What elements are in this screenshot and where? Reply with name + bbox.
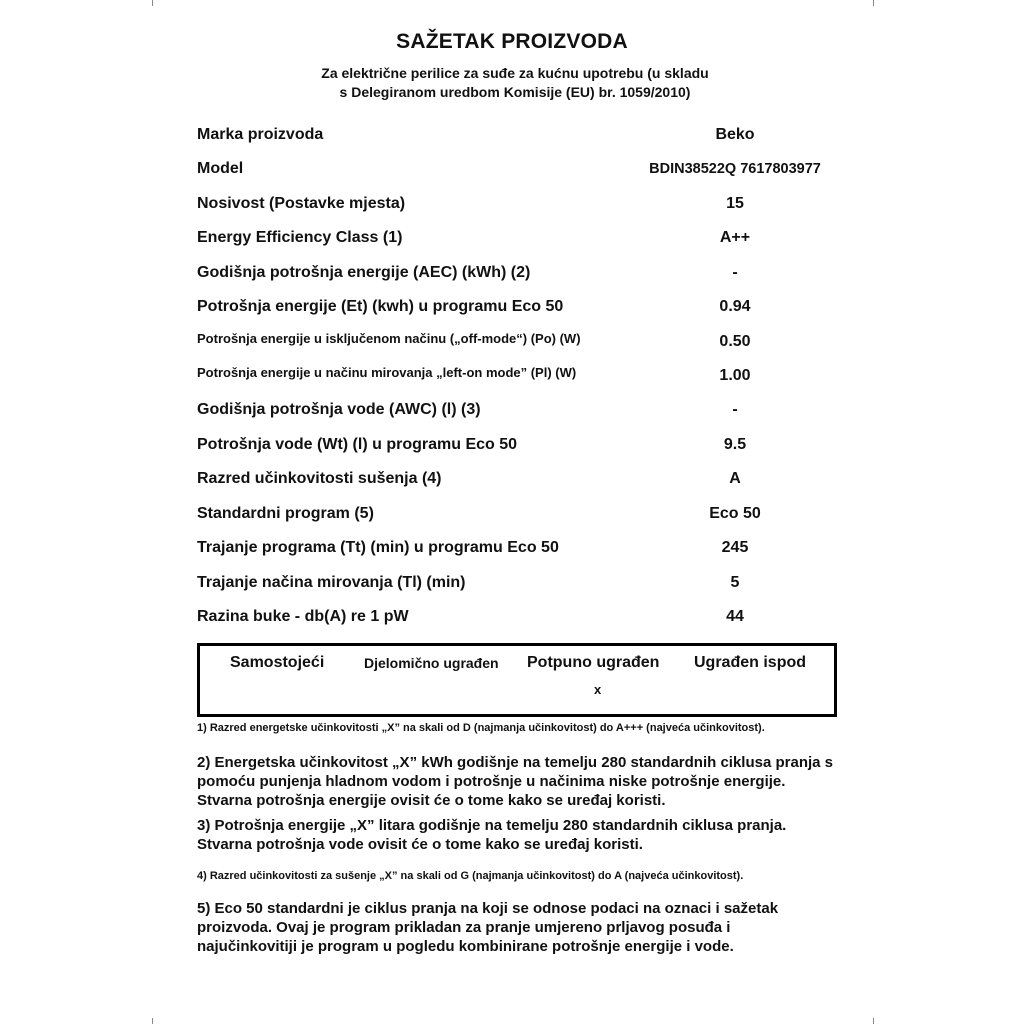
installation-option-freestanding: Samostojeći	[230, 654, 325, 671]
spec-value: 15	[726, 195, 744, 212]
selected-installation-mark: x	[594, 682, 602, 697]
footnote-4: 4) Razred učinkovitosti za sušenje „X” na skali od G (najmanja učinkovitost) do A (najveća učinkovitost).	[197, 870, 744, 882]
spec-value: Beko	[715, 126, 755, 143]
spec-value: 1.00	[719, 367, 751, 384]
spec-label: Razina buke - db(A) re 1 pW	[197, 608, 409, 625]
spec-row	[0, 365, 1024, 393]
spec-value: 5	[730, 574, 740, 591]
spec-value: A	[729, 470, 741, 487]
footnote-2: 2) Energetska učinkovitost „X” kWh godišnje na temelju 280 standardnih ciklusa pranja s pomoću punjenja hladnom vodom i potrošnje u načinima niske potrošnje energije. Stvarna potrošnja energije ovisit će o tome kako se uređaj koristi.	[197, 754, 834, 809]
crop-mark	[152, 1018, 153, 1024]
spec-value: 0.50	[719, 333, 751, 350]
crop-mark	[873, 1018, 874, 1024]
footnote-5: 5) Eco 50 standardni je ciklus pranja na koji se odnose podaci na oznaci i sažetak proizvoda. Ovaj je program prikladan za pranje umjereno prljavog posuđa i najučinkovitiji je program u pogledu kombinirane potrošnje energije i vode.	[197, 900, 779, 955]
spec-row	[0, 606, 1024, 634]
document-subtitle	[0, 64, 1024, 102]
footnote-1: 1) Razred energetske učinkovitosti „X” na skali od D (najmanja učinkovitost) do A+++ (najveća učinkovitost).	[197, 722, 765, 734]
spec-row	[0, 468, 1024, 496]
spec-row	[0, 399, 1024, 427]
crop-mark	[873, 0, 874, 6]
spec-row	[0, 124, 1024, 152]
spec-row	[0, 158, 1024, 186]
spec-label: Godišnja potrošnja vode (AWC) (l) (3)	[197, 401, 481, 418]
spec-row	[0, 503, 1024, 531]
subtitle-line: Za električne perilice za suđe za kućnu upotrebu (u skladu	[321, 65, 709, 81]
spec-label: Potrošnja energije (Et) (kwh) u programu Eco 50	[197, 298, 564, 315]
spec-value: BDIN38522Q 7617803977	[649, 161, 821, 177]
spec-row	[0, 331, 1024, 359]
spec-label: Potrošnja energije u isključenom načinu („off-mode“) (Po) (W)	[197, 331, 581, 346]
spec-value: Eco 50	[709, 505, 761, 522]
spec-label: Nosivost (Postavke mjesta)	[197, 195, 406, 212]
installation-option-built-under: Ugrađen ispod	[694, 654, 807, 671]
installation-option-fully-integrated: Potpuno ugrađen	[527, 654, 660, 671]
spec-value: 245	[721, 539, 749, 556]
spec-label: Trajanje programa (Tt) (min) u programu Eco 50	[197, 539, 559, 556]
document-title: SAŽETAK PROIZVODA	[396, 30, 628, 53]
footnote-3: 3) Potrošnja energije „X” litara godišnje na temelju 280 standardnih ciklusa pranja. Stvarna potrošnja vode ovisit će o tome kako se uređaj koristi.	[197, 817, 787, 853]
spec-value: A++	[719, 229, 751, 246]
spec-value: 44	[726, 608, 744, 625]
spec-label: Standardni program (5)	[197, 505, 374, 522]
spec-value: 9.5	[723, 436, 747, 453]
spec-row	[0, 296, 1024, 324]
spec-label: Marka proizvoda	[197, 126, 324, 143]
installation-option-semi-integrated: Djelomično ugrađen	[364, 655, 499, 671]
spec-row	[0, 262, 1024, 290]
spec-value: -	[732, 264, 738, 281]
spec-label: Godišnja potrošnja energije (AEC) (kWh) (2)	[197, 264, 531, 281]
spec-label: Model	[197, 160, 244, 177]
spec-value: 0.94	[719, 298, 751, 315]
spec-label: Potrošnja vode (Wt) (l) u programu Eco 50	[197, 436, 518, 453]
spec-row	[0, 434, 1024, 462]
installation-type-box	[197, 643, 837, 717]
spec-row	[0, 572, 1024, 600]
spec-label: Potrošnja energije u načinu mirovanja „left-on mode” (Pl) (W)	[197, 365, 577, 380]
spec-value: -	[732, 401, 738, 418]
subtitle-line: s Delegiranom uredbom Komisije (EU) br. 1059/2010)	[339, 84, 691, 100]
crop-mark	[152, 0, 153, 6]
spec-row	[0, 537, 1024, 565]
spec-row	[0, 193, 1024, 221]
spec-row	[0, 227, 1024, 255]
spec-label: Razred učinkovitosti sušenja (4)	[197, 470, 442, 487]
spec-label: Energy Efficiency Class (1)	[197, 229, 403, 246]
spec-label: Trajanje načina mirovanja (Tl) (min)	[197, 574, 466, 591]
